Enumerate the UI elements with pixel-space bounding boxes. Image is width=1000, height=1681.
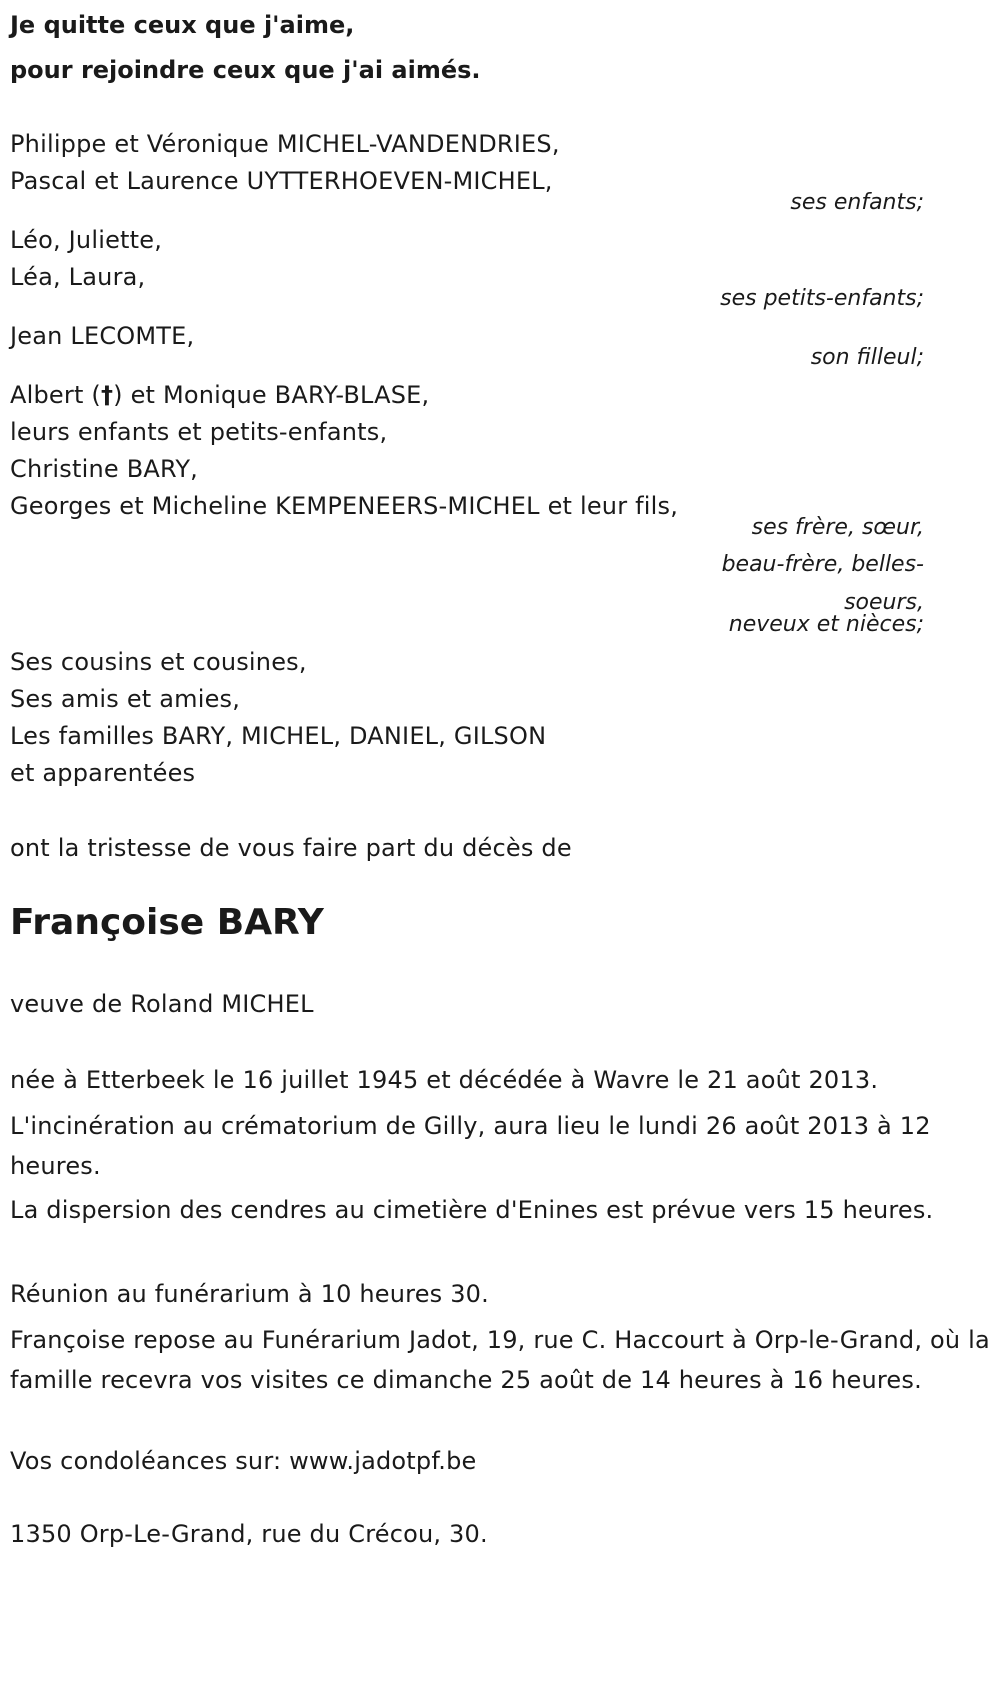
announcement: ont la tristesse de vous faire part du décès de [10,834,572,862]
others-line-4: et apparentées [10,759,196,787]
siblings-line-2: leurs enfants et petits-enfants, [10,418,388,446]
grandchildren-relation: ses petits-enfants; [720,286,924,311]
others-line-2: Ses amis et amies, [10,685,241,713]
cross-icon: † [100,381,114,409]
siblings-line-4: Georges et Micheline KEMPENEERS-MICHEL et leur fils, [10,492,679,520]
children-name-2: Pascal et Laurence UYTTERHOEVEN-MICHEL, [10,167,553,195]
meeting-details: Réunion au funérarium à 10 heures 30. [10,1280,489,1308]
visitation-details: Françoise repose au Funérarium Jadot, 19, rue C. Haccourt à Orp-le-Grand, où la famille recevra vos visites ce dimanche 25 août de 14 heures à 16 heures. [10,1326,990,1394]
siblings-line-1-start: Albert ( [10,381,101,409]
ash-dispersion-details: La dispersion des cendres au cimetière d'Enines est prévue vers 15 heures. [10,1196,934,1224]
address: 1350 Orp-Le-Grand, rue du Crécou, 30. [10,1520,488,1548]
others-line-3: Les familles BARY, MICHEL, DANIEL, GILSON [10,722,547,750]
godson-name: Jean LECOMTE, [10,322,195,350]
siblings-relation-4: neveux et nièces; [728,612,924,637]
grandchildren-name-1: Léo, Juliette, [10,226,163,254]
children-relation: ses enfants; [790,190,924,215]
siblings-line-3: Christine BARY, [10,455,199,483]
intro-line-1: Je quitte ceux que j'aime, [10,11,355,39]
godson-relation: son filleul; [810,345,924,370]
grandchildren-name-2: Léa, Laura, [10,263,146,291]
birth-death-details: née à Etterbeek le 16 juillet 1945 et décédée à Wavre le 21 août 2013. [10,1066,879,1094]
siblings-line-1-end: ) et Monique BARY-BLASE, [113,381,430,409]
siblings-relation-2: beau-frère, belles- [721,552,924,577]
siblings-relation-1: ses frère, sœur, [751,515,924,540]
cremation-details: L'incinération au crématorium de Gilly, aura lieu le lundi 26 août 2013 à 12 heures. [10,1112,931,1180]
condolences-line: Vos condoléances sur: www.jadotpf.be [10,1447,477,1475]
siblings-relation-3: soeurs, [844,590,924,615]
deceased-name: Françoise BARY [10,902,324,943]
intro-line-2: pour rejoindre ceux que j'ai aimés. [10,56,481,84]
widow-of: veuve de Roland MICHEL [10,990,314,1018]
others-line-1: Ses cousins et cousines, [10,648,307,676]
siblings-line-1 [10,380,429,410]
children-name-1: Philippe et Véronique MICHEL-VANDENDRIES, [10,130,560,158]
